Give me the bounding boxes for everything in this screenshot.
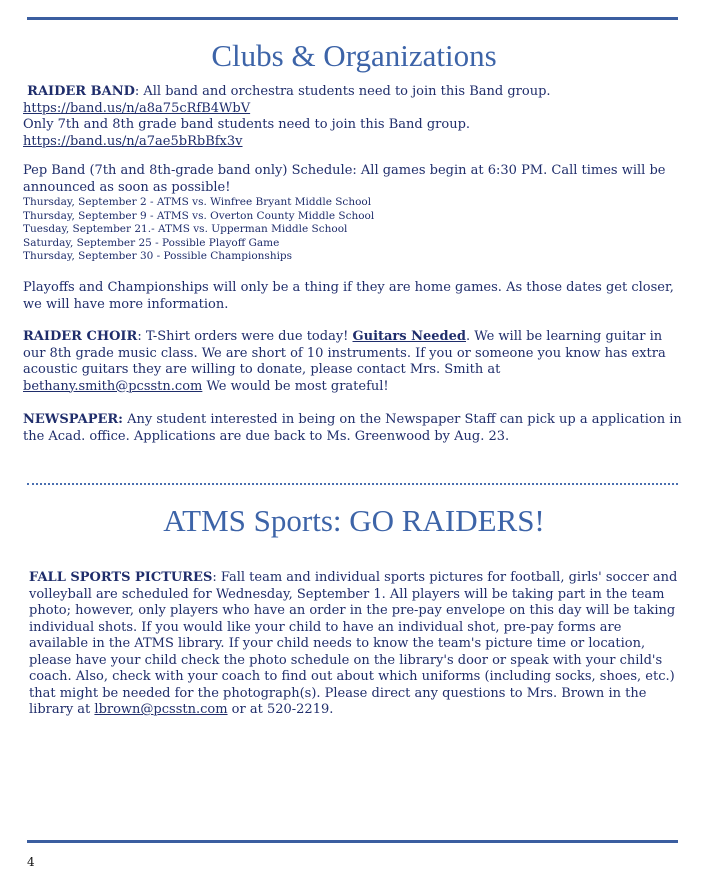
pep-game: Thursday, September 9 - ATMS vs. Overton County Middle School <box>23 209 375 222</box>
fall-text: : Fall team and individual sports pictures for football, girls' soccer and volleyball are scheduled for Wednesday, September 1. All players will be taking part in the team photo; however, only players who have an order in the pre-pay envelope on this day will be taking individual shots. If you would like your child to have an individual shot, pre-pay forms are available in the ATMS library. If your child needs to know the team's picture time or location, please have your child check the photo schedule on the library's door or speak with your child's coach. Also, check with your coach to find out about which uniforms (including socks, shoes, etc.) that might be needed for the photograph(s). Please direct any questions to Mrs. Brown in the library at <box>29 570 678 717</box>
pep-game: Thursday, September 30 - Possible Championships <box>23 250 293 262</box>
pep-intro: Pep Band (7th and 8th-grade band only) Schedule: All games begin at 6:30 PM. Call times will be announced as soon as possible! <box>23 163 666 195</box>
section-divider <box>27 483 678 485</box>
choir-text-2: . We will be learning guitar in our 8th grade music class. We are short of 10 instruments. If you or someone you know has extra acoustic guitars they are willing to donate, please contact Mrs. Smith at <box>23 329 666 377</box>
pep-game: Tuesday, September 21.- ATMS vs. Upperman Middle School <box>23 223 348 235</box>
newspaper-block <box>23 412 683 445</box>
band-link-1[interactable]: https://band.us/n/a8a75cRfB4WbV <box>23 100 251 116</box>
fall-email-link[interactable]: lbrown@pcsstn.com <box>94 702 228 717</box>
fall-text-2: or at 520-2219. <box>227 702 334 717</box>
choir-text-3: We would be most grateful! <box>202 378 389 394</box>
newspaper-text: Any student interested in being on the Newspaper Staff can pick up a application in the Acad. office. Applications are due back to Ms. Greenwood by Aug. 23. <box>23 412 682 444</box>
choir-email-link[interactable]: bethany.smith@pcsstn.com <box>23 378 203 394</box>
band-label: RAIDER BAND <box>27 84 135 99</box>
pep-game: Thursday, September 2 - ATMS vs. Winfree Bryant Middle School <box>23 196 372 208</box>
pep-schedule <box>23 196 683 264</box>
guitars-needed: Guitars Needed <box>352 329 467 344</box>
page-number: 4 <box>27 855 35 869</box>
choir-text-1: : T-Shirt orders were due today! <box>137 329 353 344</box>
raider-band-block <box>23 84 683 150</box>
choir-label: RAIDER CHOIR <box>23 329 138 344</box>
bottom-rule <box>27 840 678 843</box>
newspaper-label: NEWSPAPER: <box>23 412 123 427</box>
pep-band-block <box>23 163 683 264</box>
band-link-2[interactable]: https://band.us/n/a7ae5bRbBfx3v <box>23 133 243 149</box>
fall-label: FALL SPORTS PICTURES <box>29 570 213 585</box>
band-text: : All band and orchestra students need to join this Band group. <box>134 84 551 99</box>
top-rule <box>27 17 678 20</box>
raider-choir-block <box>23 329 683 395</box>
section-title-clubs: Clubs & Organizations <box>211 38 497 73</box>
fall-sports-block <box>29 570 681 719</box>
playoffs-note: Playoffs and Championships will only be a thing if they are home games. As those dates get closer, we will have more information. <box>23 280 674 312</box>
section-title-sports: ATMS Sports: GO RAIDERS! <box>163 503 545 538</box>
band-text-2: Only 7th and 8th grade band students need to join this Band group. <box>23 117 471 132</box>
pep-game: Saturday, September 25 - Possible Playoff Game <box>23 236 280 249</box>
